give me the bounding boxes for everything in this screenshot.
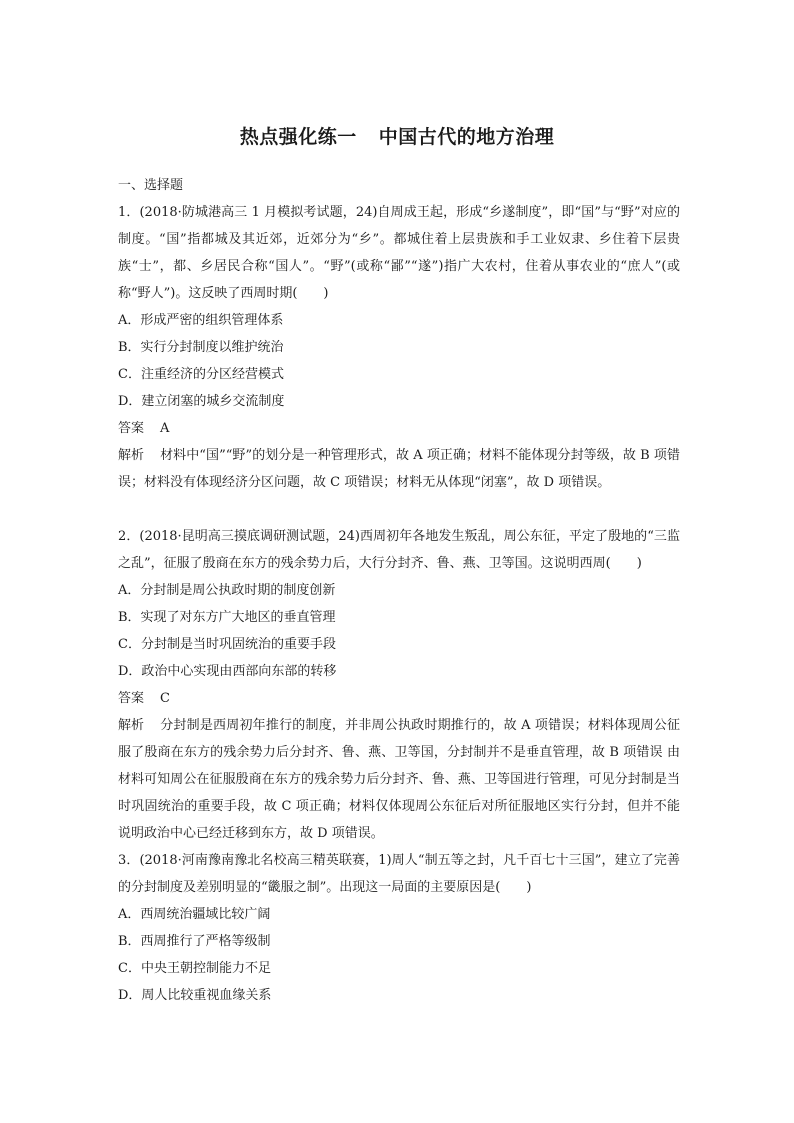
question-2 <box>118 523 680 847</box>
answer-label: 答案 <box>118 691 145 706</box>
option-a: A．西周统治疆域比较广阔 <box>118 907 271 922</box>
option-c: C．分封制是当时巩固统治的重要手段 <box>118 637 336 652</box>
page-title <box>0 122 794 149</box>
option-c: C．注重经济的分区经营模式 <box>118 367 284 382</box>
analysis-label: 解析 <box>118 448 145 463</box>
option-b: B．实行分封制度以维护统治 <box>118 340 284 355</box>
title-right: 中国古代的地方治理 <box>378 126 555 148</box>
question-1 <box>118 199 680 523</box>
question-stem: 1．(2018·防城港高三 1 月模拟考试题，24)自周成王起，形成“乡遂制度”，即“国”与“野”对应的制度。“国”指都城及其近郊，近郊分为“乡”。都城住着上层贵族和手工业奴隶、乡住着下层贵族“士”，都、乡居民合称“国人”。“野”(或称“鄙”“遂”)指广大农村，住着从事农业的“庶人”(或称“野人”)。这反映了西周时期( ) <box>118 205 680 301</box>
analysis-text: 分封制是西周初年推行的制度，并非周公执政时期推行的，故 A 项错误；材料体现周公征服了殷商在东方的残余势力后分封齐、鲁、燕、卫等国，分封制并不是垂直管理，故 B 项错误 由材料可知周公在征服殷商在东方的残余势力后分封齐、鲁、燕、卫等国进行管理，可见分封制是当时巩固统治的重要手段，故 C 项正确；材料仅体现周公东征后对所征服地区实行分封，但并不能说明政治中心已经迁移到东方，故 D 项错误。 <box>118 718 680 841</box>
option-c: C．中央王朝控制能力不足 <box>118 961 271 976</box>
question-3 <box>118 847 680 1009</box>
option-b: B．西周推行了严格等级制 <box>118 934 271 949</box>
question-stem: 3．(2018·河南豫南豫北名校高三精英联赛，1)周人“制五等之封，凡千百七十三国”，建立了完善的分封制度及差别明显的“畿服之制”。出现这一局面的主要原因是( ) <box>118 853 680 895</box>
option-d: D．建立闭塞的城乡交流制度 <box>118 394 285 409</box>
title-left: 热点强化练一 <box>239 126 357 148</box>
option-d: D．周人比较重视血缘关系 <box>118 988 272 1003</box>
section-heading: 一、选择题 <box>118 178 184 193</box>
analysis-row <box>118 712 680 847</box>
option-a: A．分封制是周公执政时期的制度创新 <box>118 583 336 598</box>
answer-value: A <box>160 421 170 436</box>
option-b: B．实现了对东方广大地区的垂直管理 <box>118 610 336 625</box>
question-stem: 2．(2018·昆明高三摸底调研测试题，24)西周初年各地发生叛乱，周公东征，平定了殷地的“三监之乱”，征服了殷商在东方的残余势力后，大行分封齐、鲁、燕、卫等国。这说明西周( ) <box>118 529 680 571</box>
option-a: A．形成严密的组织管理体系 <box>118 313 284 328</box>
answer-row <box>118 685 680 712</box>
analysis-row <box>118 442 680 523</box>
analysis-text: 材料中“国”“野”的划分是一种管理形式，故 A 项正确；材料不能体现分封等级，故 B 项错误；材料没有体现经济分区问题，故 C 项错误；材料无从体现“闭塞”，故 D 项错误。 <box>118 448 680 490</box>
option-d: D．政治中心实现由西部向东部的转移 <box>118 664 337 679</box>
analysis-label: 解析 <box>118 718 145 733</box>
answer-row <box>118 415 680 442</box>
answer-label: 答案 <box>118 421 145 436</box>
answer-value: C <box>160 691 170 706</box>
content <box>118 172 680 1009</box>
